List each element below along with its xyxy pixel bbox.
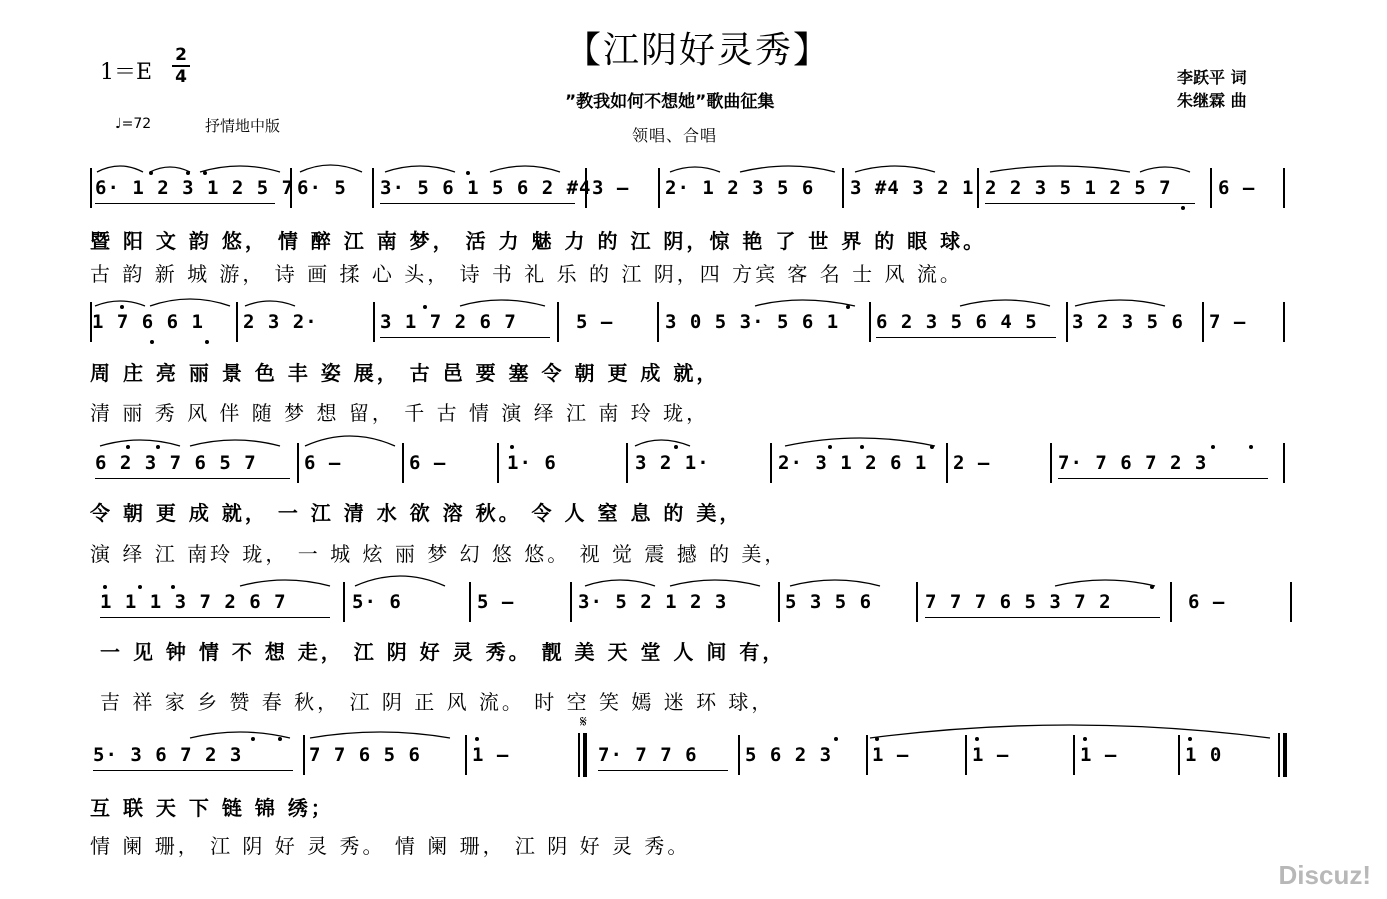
slur-arc — [785, 438, 935, 446]
slur-arc — [95, 301, 145, 306]
slur-arc — [740, 166, 835, 172]
lyric-verse-1: 周 庄 亮 丽 景 色 丰 姿 展， 古 邑 要 塞 令 朝 更 成 就， — [90, 361, 720, 385]
slur-arc — [150, 167, 190, 172]
measure: 2· 3 1 2 6 1 — [778, 452, 928, 474]
key-signature: 1＝E — [100, 60, 153, 85]
expression-marking: 抒情地中版 — [205, 117, 281, 135]
octave-dot — [860, 445, 864, 449]
lyric-verse-2: 吉 祥 家 乡 赞 春 秋， 江 阴 正 风 流。 时 空 笑 嫣 迷 环 球， — [100, 690, 775, 714]
measure: 7· 7 7 6 — [598, 744, 698, 766]
measure: 5· 6 — [352, 591, 402, 613]
octave-dot — [156, 445, 160, 449]
slur-arc — [310, 732, 450, 738]
slur-arc — [1140, 167, 1190, 172]
slur-arc — [245, 301, 295, 306]
measure: 1 – — [872, 744, 910, 766]
slur-arc — [305, 436, 395, 446]
measure: 7 7 7 6 5 3 7 2 — [925, 591, 1112, 613]
lyric-verse-2: 古 韵 新 城 游， 诗 画 揉 心 头， 诗 书 礼 乐 的 江 阴，四 方宾 客 名 士 风 流。 — [90, 262, 963, 286]
octave-dot — [149, 171, 153, 175]
octave-dot — [150, 340, 154, 344]
lyric-verse-1: 一 见 钟 情 不 想 走， 江 阴 好 灵 秀。 靓 美 天 堂 人 间 有， — [100, 640, 786, 664]
slur-arc — [755, 300, 855, 306]
slur-arc — [300, 165, 362, 172]
measure: 3· 5 6 1 5 6 2 #4 — [380, 177, 592, 199]
measure: 1 – — [1080, 744, 1118, 766]
measure: 1 1 1 3 7 2 6 7 — [100, 591, 287, 613]
slur-arc — [855, 166, 935, 172]
measure: 6 – — [409, 452, 447, 474]
measure: 6 2 3 5 6 4 5 — [876, 311, 1038, 333]
slur-arc — [585, 580, 655, 586]
octave-dot — [875, 737, 879, 741]
octave-dot — [475, 737, 479, 741]
slur-arc — [385, 166, 455, 172]
lyric-verse-1: 互 联 天 下 链 锦 绣； — [90, 796, 334, 820]
measure: 5 – — [576, 311, 614, 333]
measure: 1 – — [972, 744, 1010, 766]
octave-dot — [1083, 737, 1087, 741]
octave-dot — [126, 445, 130, 449]
measure: 3 2 1· — [635, 452, 710, 474]
lyric-verse-2: 情 阑 珊， 江 阴 好 灵 秀。 情 阑 珊， 江 阴 好 灵 秀。 — [90, 834, 691, 858]
slur-arc — [960, 300, 1050, 306]
slur-arc — [790, 580, 880, 586]
measure: 5 – — [477, 591, 515, 613]
measure: 3 – — [592, 177, 630, 199]
song-title: 【江阴好灵秀】 — [565, 30, 832, 71]
slur-arc — [870, 725, 1270, 738]
octave-dot — [828, 445, 832, 449]
slur-arc — [1055, 580, 1155, 586]
octave-dot — [975, 737, 979, 741]
octave-dot — [1249, 445, 1253, 449]
measure: 1 0 — [1185, 744, 1223, 766]
slur-arc — [100, 440, 180, 446]
measure: 6 – — [1188, 591, 1226, 613]
measure: 6· 5 — [297, 177, 347, 199]
performance-note: 领唱、合唱 — [632, 126, 718, 145]
slur-arc — [635, 440, 690, 446]
measure: 7 7 6 5 6 — [309, 744, 421, 766]
meter-top: 2 — [175, 45, 187, 65]
measure: 7 – — [1209, 311, 1247, 333]
slur-arc — [355, 576, 445, 586]
segno-sign: 𝄋 — [580, 712, 587, 731]
slur-arc — [190, 440, 280, 446]
measure: 3 2 3 5 6 — [1072, 311, 1184, 333]
slur-arc — [990, 166, 1130, 172]
octave-dot — [171, 585, 175, 589]
octave-dot — [203, 171, 207, 175]
octave-dot — [466, 171, 470, 175]
slur-arc — [190, 732, 290, 738]
lyric-verse-2: 演 绎 江 南玲 珑， 一 城 炫 丽 梦 幻 悠 悠。 视 觉 震 撼 的 美， — [90, 542, 788, 566]
lyric-verse-2: 清 丽 秀 风 伴 随 梦 想 留， 千 古 情 演 绎 江 南 玲 珑， — [90, 401, 710, 425]
measure: 6 – — [304, 452, 342, 474]
octave-dot — [1211, 445, 1215, 449]
measure: 2 3 2· — [243, 311, 318, 333]
measure: 2 2 3 5 1 2 5 7 — [985, 177, 1172, 199]
meter-bottom: 4 — [175, 67, 187, 87]
octave-dot — [120, 305, 124, 309]
measure: 1 – — [472, 744, 510, 766]
tempo-marking: ♩=72 — [115, 116, 152, 132]
lyric-verse-1: 暨 阳 文 韵 悠， 情 醉 江 南 梦， 活 力 魅 力 的 江 阴，惊 艳 了 世 界 的 眼 球。 — [90, 229, 987, 253]
octave-dot — [1181, 206, 1185, 210]
octave-dot — [1150, 585, 1154, 589]
slur-arc — [150, 299, 230, 306]
measure: 3 #4 3 2 1 — [850, 177, 975, 199]
slur-arc — [670, 580, 760, 586]
measure: 2 – — [953, 452, 991, 474]
octave-dot — [251, 737, 255, 741]
measure: 6 – — [1218, 177, 1256, 199]
subtitle: ”教我如何不想她”歌曲征集 — [565, 92, 775, 112]
slur-arc — [200, 166, 280, 172]
measure: 5 6 2 3 — [745, 744, 833, 766]
slur-arc — [460, 300, 545, 306]
octave-dot — [278, 737, 282, 741]
measure: 6· 1 2 3 1 2 5 7 — [95, 177, 295, 199]
watermark-logo: Discuz! — [1278, 860, 1371, 890]
octave-dot — [510, 445, 514, 449]
slur-arc — [1075, 300, 1165, 306]
octave-dot — [186, 171, 190, 175]
octave-dot — [1188, 737, 1192, 741]
measure: 1· 6 — [507, 452, 557, 474]
octave-dot — [138, 585, 142, 589]
measure: 2· 1 2 3 5 6 — [665, 177, 815, 199]
octave-dot — [834, 737, 838, 741]
octave-dot — [423, 305, 427, 309]
measure: 1 7 6 6 1 — [92, 311, 204, 333]
measure: 5· 3 6 7 2 3 — [93, 744, 243, 766]
measure: 6 2 3 7 6 5 7 — [95, 452, 257, 474]
measure: 3 1 7 2 6 7 — [380, 311, 517, 333]
octave-dot — [930, 445, 934, 449]
lyricist: 李跃平 词 — [1177, 68, 1247, 87]
measure: 3· 5 2 1 2 3 — [578, 591, 728, 613]
octave-dot — [103, 585, 107, 589]
slur-arc — [490, 166, 560, 172]
lyric-verse-1: 令 朝 更 成 就， 一 江 清 水 欲 溶 秋。 令 人 窒 息 的 美， — [90, 501, 743, 525]
measure: 7· 7 6 7 2 3 — [1058, 452, 1208, 474]
slur-arc — [670, 167, 720, 172]
composer: 朱继霖 曲 — [1177, 91, 1247, 110]
measure: 5 3 5 6 — [785, 591, 873, 613]
measure: 3 0 5 3· 5 6 1 — [665, 311, 840, 333]
octave-dot — [846, 305, 850, 309]
octave-dot — [205, 340, 209, 344]
slur-arc — [97, 166, 143, 172]
octave-dot — [674, 445, 678, 449]
slur-arc — [240, 580, 330, 586]
